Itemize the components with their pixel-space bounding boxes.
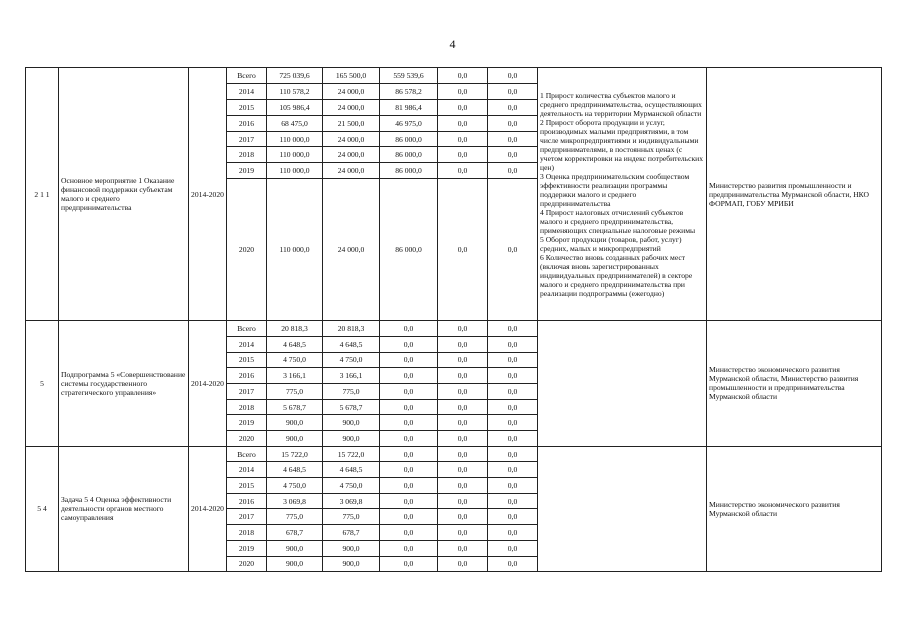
indicators-cell: [538, 446, 707, 572]
page-number: 4: [449, 37, 456, 51]
indicator-item: 5 Оборот продукции (товаров, работ, услуг) средних, малых и микропредприятий: [540, 234, 682, 253]
value-cell: 678,7: [323, 525, 380, 541]
value-cell: 900,0: [323, 415, 380, 431]
value-cell: 0,0: [488, 163, 538, 179]
value-cell: 0,0: [380, 321, 438, 337]
value-cell: 110 000,0: [267, 147, 323, 163]
year-cell: 2017: [227, 131, 267, 147]
value-cell: 86 000,0: [380, 163, 438, 179]
value-cell: 0,0: [488, 431, 538, 447]
indicators-cell: [538, 68, 707, 321]
executor-cell: Министерство экономического развития Мурманской области: [707, 446, 882, 572]
year-cell: 2014: [227, 336, 267, 352]
period: 2014-2020: [189, 321, 227, 447]
value-cell: 0,0: [380, 525, 438, 541]
value-cell: 0,0: [380, 431, 438, 447]
value-cell: 0,0: [438, 336, 488, 352]
value-cell: 0,0: [488, 525, 538, 541]
value-cell: 0,0: [438, 115, 488, 131]
value-cell: 24 000,0: [323, 147, 380, 163]
table-row: [26, 68, 882, 84]
value-cell: 4 648,5: [267, 462, 323, 478]
year-cell: 2020: [227, 556, 267, 572]
value-cell: 3 069,8: [267, 493, 323, 509]
value-cell: 110 000,0: [267, 163, 323, 179]
value-cell: 3 166,1: [323, 368, 380, 384]
value-cell: 24 000,0: [323, 179, 380, 321]
value-cell: 0,0: [488, 478, 538, 494]
value-cell: 4 648,5: [323, 336, 380, 352]
period: 2014-2020: [189, 68, 227, 321]
value-cell: 4 648,5: [323, 462, 380, 478]
value-cell: 24 000,0: [323, 99, 380, 115]
value-cell: 0,0: [438, 462, 488, 478]
value-cell: 559 539,6: [380, 68, 438, 84]
value-cell: 0,0: [488, 83, 538, 99]
year-cell: Всего: [227, 321, 267, 337]
value-cell: 0,0: [438, 540, 488, 556]
value-cell: 0,0: [380, 462, 438, 478]
value-cell: 0,0: [488, 68, 538, 84]
value-cell: 900,0: [267, 415, 323, 431]
value-cell: 0,0: [438, 383, 488, 399]
year-cell: Всего: [227, 446, 267, 462]
value-cell: 0,0: [438, 68, 488, 84]
value-cell: 0,0: [380, 368, 438, 384]
value-cell: 46 975,0: [380, 115, 438, 131]
value-cell: 725 039,6: [267, 68, 323, 84]
period: 2014-2020: [189, 446, 227, 572]
value-cell: 86 578,2: [380, 83, 438, 99]
value-cell: 0,0: [488, 368, 538, 384]
value-cell: 0,0: [438, 478, 488, 494]
value-cell: 900,0: [267, 556, 323, 572]
value-cell: 3 069,8: [323, 493, 380, 509]
year-cell: 2018: [227, 147, 267, 163]
value-cell: 165 500,0: [323, 68, 380, 84]
value-cell: 0,0: [488, 509, 538, 525]
indicator-item: 4 Прирост налоговых отчислений субъектов малого и среднего предпринимательства, применяющих специальные налоговые режимы: [540, 207, 696, 235]
value-cell: 775,0: [323, 383, 380, 399]
value-cell: 0,0: [380, 336, 438, 352]
year-cell: 2016: [227, 368, 267, 384]
value-cell: 0,0: [380, 556, 438, 572]
value-cell: 0,0: [380, 509, 438, 525]
value-cell: 3 166,1: [267, 368, 323, 384]
value-cell: 0,0: [488, 399, 538, 415]
value-cell: 81 986,4: [380, 99, 438, 115]
value-cell: 0,0: [438, 147, 488, 163]
value-cell: 24 000,0: [323, 83, 380, 99]
value-cell: 0,0: [380, 540, 438, 556]
program-table: [25, 67, 882, 572]
value-cell: 0,0: [380, 493, 438, 509]
year-cell: 2019: [227, 163, 267, 179]
year-cell: 2015: [227, 99, 267, 115]
value-cell: 0,0: [488, 179, 538, 321]
activity-name: Основное мероприятие 1 Оказание финансовой поддержки субъектам малого и среднего предпринимательства: [59, 68, 189, 321]
year-cell: 2014: [227, 462, 267, 478]
value-cell: 0,0: [438, 352, 488, 368]
value-cell: 110 000,0: [267, 179, 323, 321]
year-cell: Всего: [227, 68, 267, 84]
activity-name: Подпрограмма 5 «Совершенствование системы государственного стратегического управления»: [59, 321, 189, 447]
value-cell: 900,0: [323, 556, 380, 572]
indicator-item: 2 Прирост оборота продукции и услуг, производимых малыми предприятиями, в том числе микропредприятиями и индивидуальными предпринимателями, в постоянных ценах (с учетом корректировки на индекс потребительских цен): [540, 117, 704, 172]
value-cell: 0,0: [438, 493, 488, 509]
value-cell: 775,0: [267, 509, 323, 525]
value-cell: 86 000,0: [380, 179, 438, 321]
value-cell: 0,0: [438, 163, 488, 179]
value-cell: 4 750,0: [267, 352, 323, 368]
row-number: 5 4: [26, 446, 59, 572]
executor-cell: Министерство экономического развития Мурманской области, Министерство развития промышленности и предпринимательства Мурманской области: [707, 321, 882, 447]
value-cell: 775,0: [323, 509, 380, 525]
value-cell: 0,0: [380, 399, 438, 415]
value-cell: 4 750,0: [267, 478, 323, 494]
year-cell: 2019: [227, 540, 267, 556]
value-cell: 0,0: [488, 131, 538, 147]
year-cell: 2016: [227, 115, 267, 131]
value-cell: 0,0: [438, 368, 488, 384]
value-cell: 5 678,7: [267, 399, 323, 415]
value-cell: 0,0: [488, 446, 538, 462]
value-cell: 0,0: [438, 415, 488, 431]
value-cell: 0,0: [488, 99, 538, 115]
value-cell: 0,0: [488, 556, 538, 572]
year-cell: 2018: [227, 525, 267, 541]
year-cell: 2017: [227, 509, 267, 525]
value-cell: 110 578,2: [267, 83, 323, 99]
value-cell: 0,0: [438, 131, 488, 147]
value-cell: 86 000,0: [380, 131, 438, 147]
value-cell: 0,0: [438, 446, 488, 462]
value-cell: 0,0: [488, 415, 538, 431]
value-cell: 0,0: [438, 83, 488, 99]
value-cell: 0,0: [438, 179, 488, 321]
value-cell: 0,0: [488, 540, 538, 556]
value-cell: 0,0: [380, 352, 438, 368]
year-cell: 2018: [227, 399, 267, 415]
year-cell: 2014: [227, 83, 267, 99]
value-cell: 20 818,3: [267, 321, 323, 337]
value-cell: 0,0: [438, 431, 488, 447]
executor-cell: Министерство развития промышленности и предпринимательства Мурманской области, НКО ФОРМАП, ГОБУ МРИБИ: [707, 68, 882, 321]
value-cell: 21 500,0: [323, 115, 380, 131]
indicator-item: 1 Прирост количества субъектов малого и среднего предпринимательства, осуществляющих деятельность на территории Мурманской области: [540, 90, 702, 118]
row-number: 2 1 1: [26, 68, 59, 321]
value-cell: 0,0: [380, 446, 438, 462]
year-cell: 2017: [227, 383, 267, 399]
year-cell: 2020: [227, 431, 267, 447]
value-cell: 4 648,5: [267, 336, 323, 352]
value-cell: 0,0: [438, 556, 488, 572]
value-cell: 4 750,0: [323, 352, 380, 368]
value-cell: 4 750,0: [323, 478, 380, 494]
value-cell: 0,0: [438, 399, 488, 415]
value-cell: 900,0: [323, 431, 380, 447]
table-row: [26, 446, 882, 462]
value-cell: 0,0: [488, 493, 538, 509]
value-cell: 0,0: [488, 352, 538, 368]
table-row: [26, 321, 882, 337]
value-cell: 0,0: [438, 509, 488, 525]
value-cell: 0,0: [488, 462, 538, 478]
value-cell: 15 722,0: [323, 446, 380, 462]
value-cell: 0,0: [488, 383, 538, 399]
value-cell: 5 678,7: [323, 399, 380, 415]
value-cell: 775,0: [267, 383, 323, 399]
year-cell: 2015: [227, 478, 267, 494]
value-cell: 0,0: [488, 336, 538, 352]
row-number: 5: [26, 321, 59, 447]
value-cell: 0,0: [488, 321, 538, 337]
value-cell: 105 986,4: [267, 99, 323, 115]
value-cell: 24 000,0: [323, 163, 380, 179]
value-cell: 0,0: [488, 147, 538, 163]
value-cell: 0,0: [488, 115, 538, 131]
activity-name: Задача 5 4 Оценка эффективности деятельности органов местного самоуправления: [59, 446, 189, 572]
value-cell: 678,7: [267, 525, 323, 541]
value-cell: 0,0: [380, 478, 438, 494]
indicator-item: 6 Количество вновь созданных рабочих мест (включая вновь зарегистрированных индивидуальных предпринимателей) в секторе малого и среднего предпринимательства при реализации подпрограммы (ежегодно): [540, 252, 693, 298]
value-cell: 0,0: [438, 525, 488, 541]
year-cell: 2019: [227, 415, 267, 431]
value-cell: 15 722,0: [267, 446, 323, 462]
indicator-item: 3 Оценка предпринимательским сообществом эффективности реализации программы поддержки малого и среднего предпринимательства: [540, 171, 690, 208]
value-cell: 0,0: [438, 99, 488, 115]
year-cell: 2020: [227, 179, 267, 321]
value-cell: 0,0: [438, 321, 488, 337]
value-cell: 900,0: [267, 431, 323, 447]
year-cell: 2016: [227, 493, 267, 509]
value-cell: 86 000,0: [380, 147, 438, 163]
value-cell: 900,0: [267, 540, 323, 556]
value-cell: 20 818,3: [323, 321, 380, 337]
value-cell: 24 000,0: [323, 131, 380, 147]
value-cell: 0,0: [380, 383, 438, 399]
value-cell: 900,0: [323, 540, 380, 556]
value-cell: 0,0: [380, 415, 438, 431]
value-cell: 110 000,0: [267, 131, 323, 147]
indicators-cell: [538, 321, 707, 447]
year-cell: 2015: [227, 352, 267, 368]
value-cell: 68 475,0: [267, 115, 323, 131]
